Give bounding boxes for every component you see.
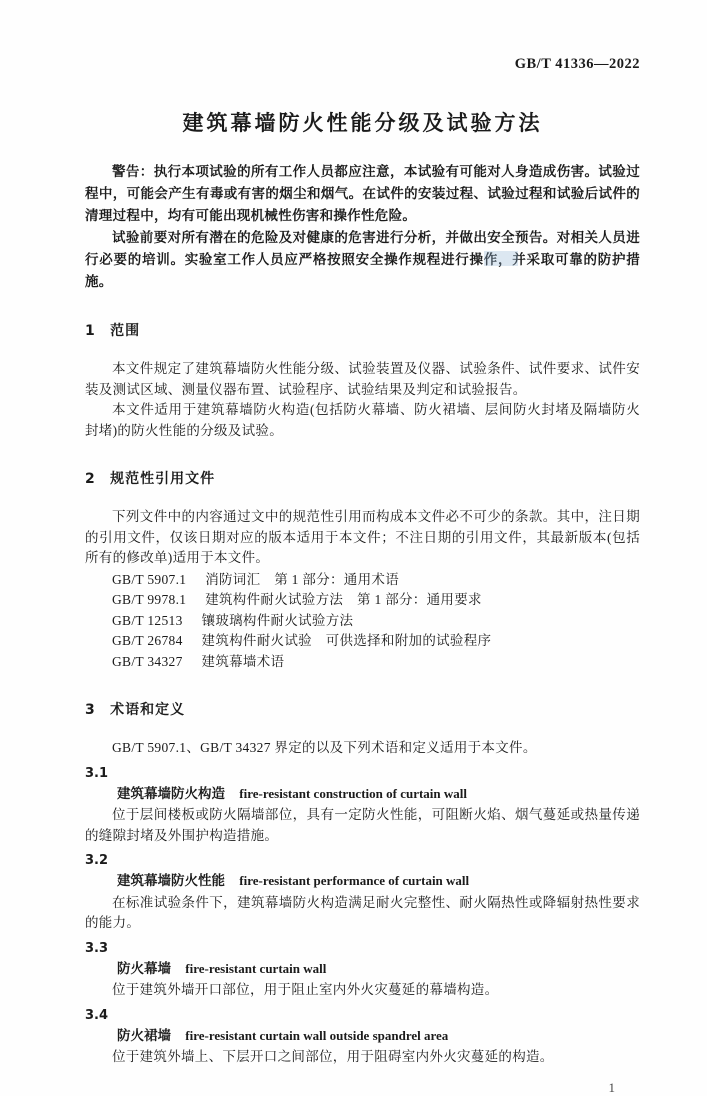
- section-scope: [85, 320, 640, 441]
- warning-paragraph-1: 警告：执行本项试验的所有工作人员都应注意，本试验有可能对人身造成伤害。试验过程中，可能会产生有毒或有害的烟尘和烟气。在试件的安装过程、试验过程和试验后试件的清理过程中，均有可能出现机械性伤害和操作性危险。: [85, 164, 640, 224]
- term-number: 3.4: [85, 1007, 109, 1023]
- reference-code: GB/T 9978.1: [112, 592, 187, 607]
- reference-code: GB/T 26784: [112, 633, 183, 648]
- references-list: [85, 570, 640, 673]
- warning-block: [85, 161, 640, 293]
- reference-code: GB/T 34327: [112, 653, 183, 669]
- section-normative-references: [85, 468, 640, 672]
- scope-paragraph-1: 本文件规定了建筑幕墙防火性能分级、试验装置及仪器、试验条件、试件要求、试件安装及测试区域、测量仪器布置、试验程序、试验结果及判定和试验报告。: [85, 361, 640, 397]
- term-name-zh: 防火裙墙: [117, 1027, 171, 1044]
- term-name: [85, 871, 640, 892]
- term-name-zh: 防火幕墙: [117, 960, 171, 977]
- section-heading-label: 范围: [110, 323, 141, 339]
- reference-title: 建筑幕墙术语: [201, 653, 285, 669]
- term-name-zh: 建筑幕墙防火性能: [117, 873, 225, 889]
- section-heading: [85, 468, 640, 488]
- term-definition: 位于层间楼板或防火隔墙部位，具有一定防火性能，可阻断火焰、烟气蔓延或热量传递的缝隙封堵及外围护构造措施。: [85, 807, 640, 843]
- term-name-zh: 建筑幕墙防火构造: [117, 785, 225, 802]
- reference-item: [85, 652, 640, 673]
- reference-code: GB/T 5907.1: [112, 571, 187, 587]
- scope-paragraph-2: 本文件适用于建筑幕墙防火构造(包括防火幕墙、防火裙墙、层间防火封堵及隔墙防火封堵)的防火性能的分级及试验。: [85, 402, 640, 438]
- reference-title: 建筑构件耐火试验 可供选择和附加的试验程序: [201, 633, 492, 648]
- term-definition: 位于建筑外墙开口部位，用于阻止室内外火灾蔓延的幕墙构造。: [112, 982, 499, 997]
- reference-title: 建筑构件耐火试验方法 第 1 部分：通用要求: [205, 592, 482, 607]
- reference-item: [85, 631, 640, 652]
- warning-paragraph-2: 试验前要对所有潜在的危险及对健康的危害进行分析，并做出安全预告。对相关人员进行必要的培训。实验室工作人员应严格按照安全操作规程进行操作，并采取可靠的防护措施。: [85, 230, 640, 290]
- document-title: 建筑幕墙防火性能分级及试验方法: [182, 111, 543, 135]
- terms-intro: GB/T 5907.1、GB/T 34327 界定的以及下列术语和定义适用于本文件。: [112, 740, 537, 755]
- term-name-en: fire-resistant construction of curtain wall: [239, 785, 468, 801]
- term-number: 3.2: [85, 853, 109, 868]
- term-entry: [85, 1006, 640, 1068]
- reference-title: 镶玻璃构件耐火试验方法: [201, 612, 354, 628]
- reference-title: 消防词汇 第 1 部分：通用术语: [205, 571, 400, 587]
- section-number: 2: [85, 471, 95, 487]
- term-entry: [85, 851, 640, 934]
- terms-list: [85, 764, 640, 1068]
- term-number: 3.1: [85, 765, 109, 781]
- term-entry: [85, 764, 640, 847]
- term-name-en: fire-resistant curtain wall: [185, 960, 327, 976]
- section-heading: [85, 320, 640, 340]
- section-terms-definitions: [85, 699, 640, 1068]
- section-number: 1: [85, 323, 95, 339]
- term-name: [85, 784, 640, 805]
- term-entry: [85, 939, 640, 1001]
- term-name-en: fire-resistant curtain wall outside spandrel area: [185, 1027, 449, 1043]
- term-name: [85, 959, 640, 980]
- reference-item: [85, 590, 640, 611]
- term-name-en: fire-resistant performance of curtain wall: [239, 873, 470, 888]
- section-heading-label: 术语和定义: [110, 702, 186, 718]
- doc-number: GB/T 41336—2022: [514, 56, 640, 72]
- term-definition: 在标准试验条件下，建筑幕墙防火构造满足耐火完整性、耐火隔热性或降辐射热性要求的能力。: [85, 894, 640, 930]
- page-number: 1: [608, 1079, 615, 1095]
- reference-code: GB/T 12513: [112, 612, 183, 628]
- reference-item: [85, 570, 640, 591]
- term-number: 3.3: [85, 940, 109, 956]
- term-name: [85, 1026, 640, 1047]
- section-heading-label: 规范性引用文件: [110, 471, 216, 487]
- section-heading: [85, 699, 640, 719]
- section-number: 3: [85, 702, 95, 718]
- reference-item: [85, 611, 640, 632]
- term-definition: 位于建筑外墙上、下层开口之间部位，用于阻碍室内外火灾蔓延的构造。: [112, 1049, 554, 1064]
- references-intro: 下列文件中的内容通过文中的规范性引用而构成本文件必不可少的条款。其中，注日期的引用文件，仅该日期对应的版本适用于本文件；不注日期的引用文件，其最新版本(包括所有的修改单)适用于本文件。: [85, 509, 640, 565]
